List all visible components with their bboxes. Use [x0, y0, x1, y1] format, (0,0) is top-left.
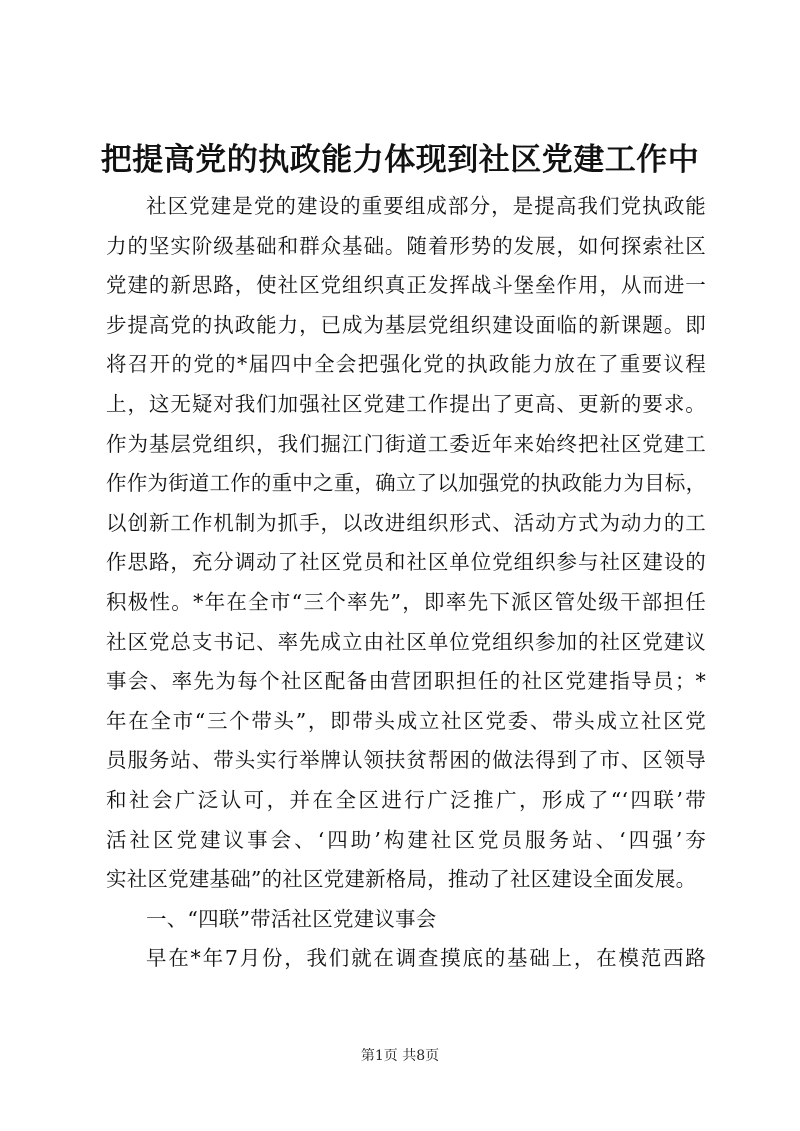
body-line: 上，这无疑对我们加强社区党建工作提出了更高、更新的要求。 [106, 391, 706, 416]
body-line: 积极性。*年在全市“三个率先”，即率先下派区管处级干部担任 [106, 589, 706, 614]
body-line: 员服务站、带头实行举牌认领扶贫帮困的做法得到了市、区领导 [106, 748, 706, 773]
body-line: 党建的新思路，使社区党组织真正发挥战斗堡垒作用，从而进一 [106, 273, 706, 298]
body-line: 以创新工作机制为抓手，以改进组织形式、活动方式为动力的工 [106, 510, 706, 535]
body-line: 作思路，充分调动了社区党员和社区单位党组织参与社区建设的 [106, 550, 706, 575]
body-line: 将召开的党的*届四中全会把强化党的执政能力放在了重要议程 [106, 352, 706, 377]
document-body [106, 187, 706, 979]
body-line: 力的坚实阶级基础和群众基础。随着形势的发展，如何探索社区 [106, 233, 706, 258]
body-line: 事会、率先为每个社区配备由营团职担任的社区党建指导员；* [106, 669, 706, 694]
body-line: 早在*年7月份，我们就在调查摸底的基础上，在模范西路 [146, 946, 706, 971]
body-line: 实社区党建基础”的社区党建新格局，推动了社区建设全面发展。 [106, 867, 697, 892]
body-line: 作作为街道工作的重中之重，确立了以加强党的执政能力为目标， [106, 471, 707, 496]
section-heading: 一、“四联”带活社区党建议事会 [146, 906, 437, 931]
body-line: 活社区党建议事会、‘四助’构建社区党员服务站、‘四强’夯 [106, 827, 706, 852]
body-line: 年在全市“三个带头”，即带头成立社区党委、带头成立社区党 [106, 708, 706, 733]
body-line: 和社会广泛认可，并在全区进行广泛推广，形成了“‘四联’带 [106, 787, 706, 812]
body-line: 社区党建是党的建设的重要组成部分，是提高我们党执政能 [146, 194, 706, 218]
document-title: 把提高党的执政能力体现到社区党建工作中 [100, 142, 700, 178]
body-line: 步提高党的执政能力，已成为基层党组织建设面临的新课题。即 [106, 312, 706, 337]
page-footer: 第1页 共8页 [360, 1048, 440, 1064]
body-line: 社区党总支书记、率先成立由社区单位党组织参加的社区党建议 [106, 629, 706, 654]
body-line: 作为基层党组织，我们掘江门街道工委近年来始终把社区党建工 [106, 431, 706, 456]
